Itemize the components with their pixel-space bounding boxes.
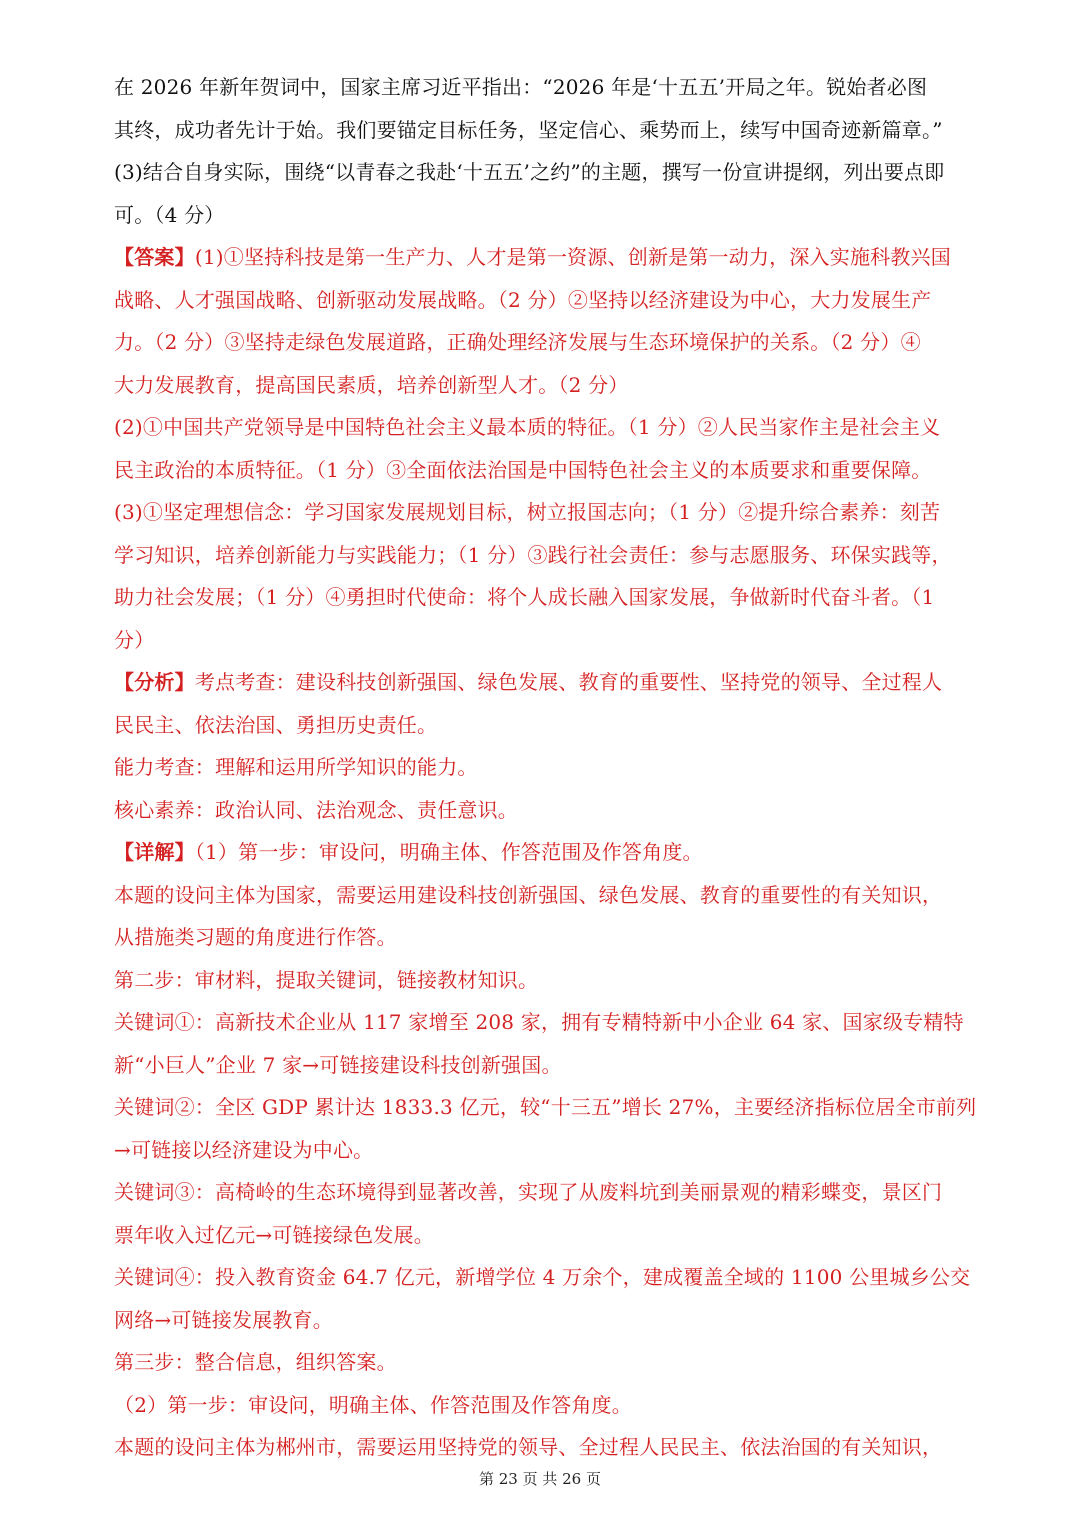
analysis-line xyxy=(114,661,1004,704)
detail-line: 本题的设问主体为国家，需要运用建设科技创新强国、绿色发展、教育的重要性的有关知识， xyxy=(114,882,943,907)
answer-line: 大力发展教育，提高国民素质，培养创新型人才。（2 分） xyxy=(114,372,629,397)
detail-line: 网络→可链接发展教育。 xyxy=(114,1307,333,1332)
question-line: 可。（4 分） xyxy=(114,202,225,227)
question-line: 其终，成功者先计于始。我们要锚定目标任务，坚定信心、乘势而上，续写中国奇迹新篇章。” xyxy=(114,117,943,142)
analysis-line: 民民主、依法治国、勇担历史责任。 xyxy=(114,712,438,737)
answer-line: 助力社会发展；（1 分）④勇担时代使命：将个人成长融入国家发展，争做新时代奋斗者。（1 xyxy=(114,585,935,609)
question-block xyxy=(114,66,1004,236)
question-line: 在 2026 年新年贺词中，国家主席习近平指出：“2026 年是‘十五五’开局之年。锐始者必图 xyxy=(114,75,928,99)
detail-tag: 【详解】 xyxy=(114,840,195,864)
detail-line: 票年收入过亿元→可链接绿色发展。 xyxy=(114,1222,434,1247)
detail-line: 关键词①：高新技术企业从 117 家增至 208 家，拥有专精特新中小企业 64 家、国家级专精特 xyxy=(114,1010,964,1034)
answer-line: 力。（2 分）③坚持走绿色发展道路，正确处理经济发展与生态环境保护的关系。（2 分）④ xyxy=(114,330,921,354)
detail-line: 从措施类习题的角度进行作答。 xyxy=(114,925,397,949)
analysis-tag: 【分析】 xyxy=(114,670,195,694)
answer-tag: 【答案】 xyxy=(114,245,195,269)
answer-line: 学习知识，培养创新能力与实践能力；（1 分）③践行社会责任：参与志愿服务、环保实践等， xyxy=(114,542,952,567)
detail-block xyxy=(114,831,1004,1469)
detail-line: 新“小巨人”企业 7 家→可链接建设科技创新强国。 xyxy=(114,1052,562,1077)
detail-line: 第三步：整合信息，组织答案。 xyxy=(114,1350,397,1374)
analysis-line: 核心素养：政治认同、法治观念、责任意识。 xyxy=(114,797,518,822)
answer-line xyxy=(114,236,1004,279)
answer-block xyxy=(114,236,1004,661)
page-number-footer: 第 23 页 共 26 页 xyxy=(478,1470,601,1488)
detail-line: 关键词④：投入教育资金 64.7 亿元，新增学位 4 万余个，建成覆盖全域的 1100 公里城乡公交 xyxy=(114,1265,971,1289)
detail-text: （1）第一步：审设问，明确主体、作答范围及作答角度。 xyxy=(194,840,703,864)
detail-line: 第二步：审材料，提取关键词，链接教材知识。 xyxy=(114,967,539,992)
answer-line: 分） xyxy=(114,627,155,652)
question-line: (3)结合自身实际，围绕“以青春之我赴‘十五五’之约”的主题，撰写一份宣讲提纲，列出要点即 xyxy=(114,160,945,184)
page-content xyxy=(114,66,1004,1469)
detail-line: 关键词③：高椅岭的生态环境得到显著改善，实现了从废料坑到美丽景观的精彩蝶变，景区门 xyxy=(114,1180,943,1204)
analysis-line: 能力考查：理解和运用所学知识的能力。 xyxy=(114,755,478,779)
detail-line: 本题的设问主体为郴州市，需要运用坚持党的领导、全过程人民民主、依法治国的有关知识， xyxy=(114,1435,943,1459)
answer-line: 战略、人才强国战略、创新驱动发展战略。（2 分）②坚持以经济建设为中心，大力发展生产 xyxy=(114,287,932,312)
answer-line: 民主政治的本质特征。（1 分）③全面依法治国是中国特色社会主义的本质要求和重要保障。 xyxy=(114,457,932,482)
answer-line: (2)①中国共产党领导是中国特色社会主义最本质的特征。（1 分）②人民当家作主是社会主义 xyxy=(114,415,941,439)
analysis-block xyxy=(114,661,1004,831)
analysis-text: 考点考查：建设科技创新强国、绿色发展、教育的重要性、坚持党的领导、全过程人 xyxy=(194,670,943,694)
answer-text: (1)①坚持科技是第一生产力、人才是第一资源、创新是第一动力，深入实施科教兴国 xyxy=(194,245,951,269)
detail-line: （2）第一步：审设问，明确主体、作答范围及作答角度。 xyxy=(114,1392,632,1417)
answer-line: (3)①坚定理想信念：学习国家发展规划目标，树立报国志向；（1 分）②提升综合素养：刻苦 xyxy=(114,500,941,524)
detail-line: →可链接以经济建设为中心。 xyxy=(114,1137,374,1162)
detail-line xyxy=(114,831,1004,874)
detail-line: 关键词②：全区 GDP 累计达 1833.3 亿元，较“十三五”增长 27%，主要经济指标位居全市前列 xyxy=(114,1095,977,1119)
